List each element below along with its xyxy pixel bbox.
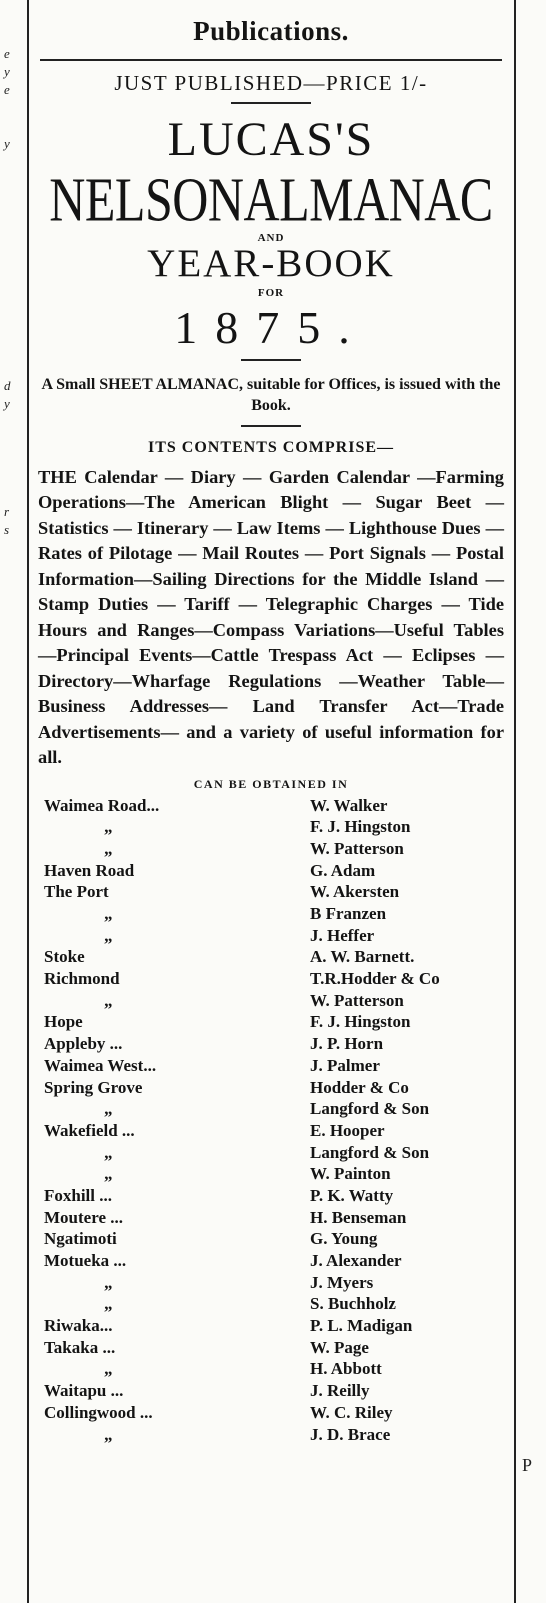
agent-name: J. Myers bbox=[310, 1272, 374, 1292]
agent-row bbox=[34, 991, 508, 1013]
agent-place: Appleby ... bbox=[44, 1034, 123, 1054]
agent-place: „ bbox=[104, 1424, 113, 1444]
agent-place: „ bbox=[104, 990, 113, 1010]
divider bbox=[231, 102, 311, 104]
agents-list bbox=[34, 796, 508, 1447]
margin-fragment: s bbox=[4, 522, 10, 537]
agent-row bbox=[34, 1425, 508, 1447]
agent-place: Motueka ... bbox=[44, 1251, 127, 1271]
agent-place: „ bbox=[104, 1294, 113, 1314]
agent-place: „ bbox=[104, 925, 113, 945]
agent-name: H. Abbott bbox=[310, 1359, 382, 1379]
agent-row bbox=[34, 1229, 508, 1251]
agent-name: J. Alexander bbox=[310, 1251, 402, 1271]
agent-row bbox=[34, 1121, 508, 1143]
agent-row bbox=[34, 1359, 508, 1381]
agent-place: Ngatimoti bbox=[44, 1229, 117, 1249]
agent-row bbox=[34, 947, 508, 969]
publication-year: 1875. bbox=[174, 302, 368, 353]
agent-place: „ bbox=[104, 904, 113, 924]
agent-row bbox=[34, 1143, 508, 1165]
divider bbox=[241, 425, 301, 427]
agent-row bbox=[34, 817, 508, 839]
margin-fragment: d bbox=[4, 378, 11, 393]
agent-name: F. J. Hingston bbox=[310, 1012, 411, 1032]
advertisement-column bbox=[34, 0, 508, 1446]
agent-place: „ bbox=[104, 1164, 113, 1184]
agent-place: Haven Road bbox=[44, 860, 135, 880]
obtained-heading: CAN BE OBTAINED IN bbox=[193, 776, 349, 791]
agent-row bbox=[34, 1099, 508, 1121]
agent-place: Waitapu ... bbox=[44, 1381, 124, 1401]
agent-name: J. Palmer bbox=[310, 1055, 380, 1075]
agent-name: T.R.Hodder & Co bbox=[310, 969, 440, 989]
agent-row bbox=[34, 1273, 508, 1295]
agent-row bbox=[34, 839, 508, 861]
agent-place: Collingwood ... bbox=[44, 1402, 153, 1422]
agent-row bbox=[34, 1208, 508, 1230]
agent-name: F. J. Hingston bbox=[310, 817, 411, 837]
agent-place: Waimea Road... bbox=[44, 795, 160, 815]
agent-row bbox=[34, 1294, 508, 1316]
divider bbox=[241, 359, 301, 361]
agent-place: Foxhill ... bbox=[44, 1185, 113, 1205]
agent-name: Langford & Son bbox=[310, 1142, 430, 1162]
agent-place: „ bbox=[104, 1359, 113, 1379]
agent-name: J. Heffer bbox=[310, 925, 375, 945]
agent-place: Richmond bbox=[44, 969, 120, 989]
agent-row bbox=[34, 904, 508, 926]
agent-place: The Port bbox=[44, 882, 109, 902]
agent-name: G. Young bbox=[310, 1229, 378, 1249]
left-column-rule bbox=[27, 0, 29, 1603]
agent-row bbox=[34, 1403, 508, 1425]
agent-row bbox=[34, 926, 508, 948]
agent-name: P. K. Watty bbox=[310, 1185, 394, 1205]
agent-place: Riwaka... bbox=[44, 1316, 113, 1336]
margin-fragment: e bbox=[4, 46, 10, 61]
agent-place: „ bbox=[104, 1099, 113, 1119]
agent-row bbox=[34, 1186, 508, 1208]
title-lucas: LUCAS'S bbox=[167, 113, 375, 166]
agent-name: W. Painton bbox=[310, 1164, 391, 1184]
agent-name: G. Adam bbox=[310, 860, 376, 880]
margin-fragment: y bbox=[4, 64, 10, 79]
agent-name: S. Buchholz bbox=[310, 1294, 396, 1314]
title-nelson-almanac: NELSONALMANAC bbox=[49, 164, 493, 235]
agent-row bbox=[34, 1078, 508, 1100]
agent-name: W. Akersten bbox=[310, 882, 400, 902]
agent-row bbox=[34, 969, 508, 991]
agent-name: E. Hooper bbox=[310, 1120, 385, 1140]
agent-row bbox=[34, 1316, 508, 1338]
agent-name: H. Benseman bbox=[310, 1207, 407, 1227]
section-heading: Publications. bbox=[193, 16, 349, 46]
agent-row bbox=[34, 1381, 508, 1403]
margin-fragment: e bbox=[4, 82, 10, 97]
agent-name: B Franzen bbox=[310, 904, 387, 924]
margin-fragment: r bbox=[4, 504, 10, 519]
agent-place: Waimea West... bbox=[44, 1055, 157, 1075]
agent-name: W. Patterson bbox=[310, 990, 404, 1010]
price-line: JUST PUBLISHED—PRICE 1/- bbox=[114, 71, 428, 95]
agent-name: W. Page bbox=[310, 1337, 369, 1357]
agent-row bbox=[34, 1056, 508, 1078]
agent-row bbox=[34, 1338, 508, 1360]
agent-row bbox=[34, 1012, 508, 1034]
agent-place: Wakefield ... bbox=[44, 1120, 135, 1140]
agent-name: J. D. Brace bbox=[310, 1424, 391, 1444]
agent-place: Moutere ... bbox=[44, 1207, 123, 1227]
agent-place: „ bbox=[104, 1142, 113, 1162]
title-year-book: YEAR-BOOK bbox=[147, 242, 395, 285]
agent-place: Spring Grove bbox=[44, 1077, 143, 1097]
agent-place: „ bbox=[104, 838, 113, 858]
margin-fragment: P bbox=[522, 1455, 533, 1475]
divider bbox=[40, 59, 502, 61]
agent-row bbox=[34, 1034, 508, 1056]
margin-fragment: y bbox=[4, 396, 10, 411]
agent-row bbox=[34, 1251, 508, 1273]
margin-fragment: y bbox=[4, 136, 10, 151]
sheet-almanac-note: A Small SHEET ALMANAC, suitable for Offices, is issued with the Book. bbox=[41, 376, 501, 414]
agent-name: W. Walker bbox=[310, 795, 388, 815]
and-label: AND bbox=[257, 232, 285, 244]
agent-place: Hope bbox=[44, 1012, 83, 1032]
right-column-rule bbox=[514, 0, 516, 1603]
agent-row bbox=[34, 796, 508, 818]
agent-place: Takaka ... bbox=[44, 1337, 116, 1357]
for-label: FOR bbox=[257, 287, 285, 299]
agent-name: Hodder & Co bbox=[310, 1077, 409, 1097]
agent-name: W. Patterson bbox=[310, 838, 404, 858]
contents-heading: ITS CONTENTS COMPRISE— bbox=[147, 438, 395, 456]
agent-place: „ bbox=[104, 817, 113, 837]
agent-row bbox=[34, 882, 508, 904]
agent-name: J. P. Horn bbox=[310, 1034, 384, 1054]
agent-name: W. C. Riley bbox=[310, 1402, 393, 1422]
agent-row bbox=[34, 1164, 508, 1186]
agent-place: „ bbox=[104, 1272, 113, 1292]
agent-name: J. Reilly bbox=[310, 1381, 370, 1401]
agent-place: Stoke bbox=[44, 947, 85, 967]
agent-name: Langford & Son bbox=[310, 1099, 430, 1119]
agent-name: P. L. Madigan bbox=[310, 1316, 413, 1336]
agent-row bbox=[34, 861, 508, 883]
agent-name: A. W. Barnett. bbox=[310, 947, 415, 967]
contents-body: THE Calendar — Diary — Garden Calendar —Farming Operations—The American Blight — Sugar Beet — Statistics — Itinerary — Law Items — Lighthouse Dues — Rates of Pilotage — Mail Routes — Port Signals — Postal Information—Sailing Directions for the Middle Island — Stamp Duties — Tariff — Telegraphic Charges — Tide Hours and Ranges—Compass Variations—Useful Tables —Principal Events—Cattle Trespass Act — Eclipses — Directory—Wharfage Regulations —Weather Table—Business Addresses— Land Transfer Act—Trade Advertisements— and a variety of useful information for all. bbox=[38, 466, 504, 768]
